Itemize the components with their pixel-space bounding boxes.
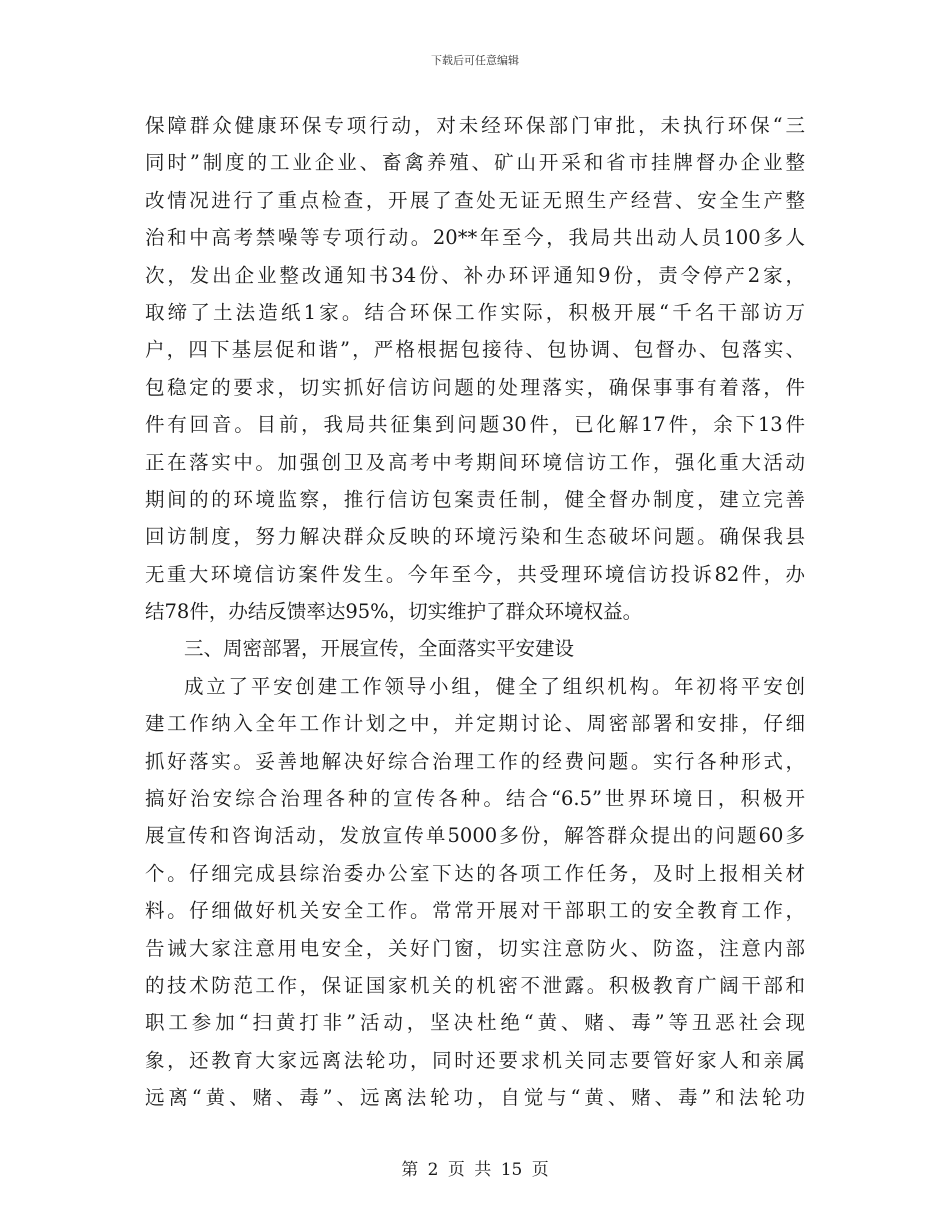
text-line: 的技术防范工作，保证国家机关的机密不泄露。积极教育广阔干部和: [145, 973, 805, 997]
text-line: 次，发出企业整改通知书34份、补办环评通知9份，责令停产2家，: [145, 263, 805, 287]
text-line: 改情况进行了重点检查，开展了查处无证无照生产经营、安全生产整: [145, 188, 805, 212]
text-line: 远离“黄、赌、毒”、远离法轮功，自觉与“黄、赌、毒”和法轮功: [145, 1086, 805, 1110]
text-line: 职工参加“扫黄打非”活动，坚决杜绝“黄、赌、毒”等丑恶社会现: [145, 1011, 805, 1035]
text-line: 件有回音。目前，我局共征集到问题30件，已化解17件，余下13件: [145, 413, 805, 437]
text-line: 个。仔细完成县综治委办公室下达的各项工作任务，及时上报相关材: [145, 861, 805, 885]
text-line: 建工作纳入全年工作计划之中，并定期讨论、周密部署和安排，仔细: [145, 712, 805, 736]
page-number: 第 2 页 共 15 页: [401, 1160, 549, 1180]
text-line: 户，四下基层促和谐”，严格根据包接待、包协调、包督办、包落实、: [145, 338, 805, 362]
text-line: 搞好治安综合治理各种的宣传各种。结合“6.5”世界环境日，积极开: [145, 787, 805, 811]
text-line: 同时”制度的工业企业、畜禽养殖、矿山开采和省市挂牌督办企业整: [145, 151, 805, 175]
text-line: 结78件，办结反馈率达95%，切实维护了群众环境权益。: [145, 600, 643, 624]
text-line: 无重大环境信访案件发生。今年至今，共受理环境信访投诉82件，办: [145, 562, 805, 586]
text-line: 告诫大家注意用电安全，关好门窗，切实注意防火、防盗，注意内部: [145, 936, 805, 960]
text-line: 回访制度，努力解决群众反映的环境污染和生态破坏问题。确保我县: [145, 525, 805, 549]
text-line: 成立了平安创建工作领导小组，健全了组织机构。年初将平安创: [184, 674, 805, 698]
page-header-note: 下载后可任意编辑: [431, 54, 519, 67]
text-line: 正在落实中。加强创卫及高考中考期间环境信访工作，强化重大活动: [145, 450, 805, 474]
section-heading: 三、周密部署，开展宣传，全面落实平安建设: [184, 637, 575, 661]
document-body: [145, 107, 805, 1117]
text-line: 包稳定的要求，切实抓好信访问题的处理落实，确保事事有着落，件: [145, 375, 805, 399]
text-line: 象，还教育大家远离法轮功，同时还要求机关同志要管好家人和亲属: [145, 1048, 805, 1072]
text-line: 保障群众健康环保专项行动，对未经环保部门审批，未执行环保“三: [145, 114, 805, 137]
text-line: 料。仔细做好机关安全工作。常常开展对干部职工的安全教育工作，: [145, 899, 805, 923]
text-line: 展宣传和咨询活动，发放宣传单5000多份，解答群众提出的问题60多: [145, 824, 805, 848]
text-line: 抓好落实。妥善地解决好综合治理工作的经费问题。实行各种形式，: [145, 749, 805, 773]
text-line: 期间的的环境监察，推行信访包案责任制，健全督办制度，建立完善: [145, 487, 805, 511]
text-line: 取缔了土法造纸1家。结合环保工作实际，积极开展“千名干部访万: [145, 300, 805, 324]
text-line: 治和中高考禁噪等专项行动。20**年至今，我局共出动人员100多人: [145, 226, 805, 250]
